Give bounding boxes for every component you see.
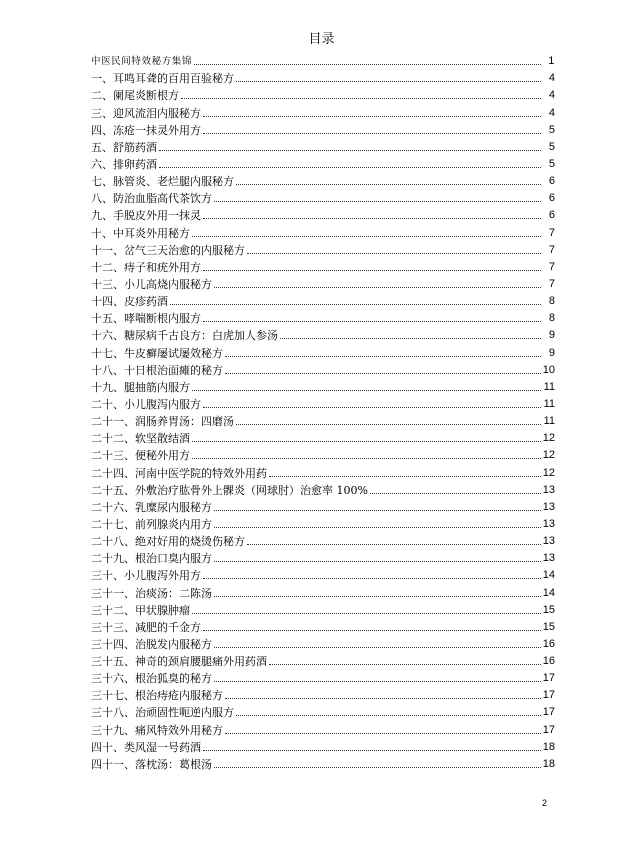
toc-entry-page: 7 bbox=[548, 260, 555, 273]
toc-entry[interactable] bbox=[91, 445, 555, 462]
toc-entry-label: 十八、十日根治面瘫的秘方 bbox=[91, 363, 223, 377]
toc-entry-page: 16 bbox=[542, 637, 555, 650]
page-title: 目录 bbox=[308, 32, 335, 47]
toc-entry-label: 二十、小儿腹泻内服方 bbox=[91, 397, 201, 411]
toc-dot-leader bbox=[192, 613, 541, 614]
toc-entry-page: 10 bbox=[542, 363, 555, 376]
toc-entry-page: 7 bbox=[548, 226, 555, 239]
toc-entry-label: 八、防治血脂高代茶饮方 bbox=[91, 192, 212, 206]
toc-entry-page: 8 bbox=[548, 312, 555, 325]
toc-entry-page: 11 bbox=[543, 415, 555, 428]
toc-entry[interactable] bbox=[91, 462, 555, 479]
toc-entry-page: 18 bbox=[542, 740, 555, 753]
toc-entry-label: 三十、小儿腹泻外用方 bbox=[91, 569, 201, 583]
toc-entry-label: 十、中耳炎外用秘方 bbox=[91, 226, 190, 240]
toc-entry-page: 17 bbox=[542, 706, 555, 719]
toc-entry[interactable] bbox=[91, 582, 555, 599]
toc-entry-label: 十三、小儿高烧内服秘方 bbox=[91, 277, 212, 291]
toc-entry-label: 三十二、甲状腺肿瘤 bbox=[91, 603, 190, 617]
table-of-contents bbox=[91, 51, 555, 771]
toc-entry[interactable] bbox=[91, 360, 555, 377]
toc-entry-page: 8 bbox=[548, 295, 555, 308]
toc-dot-leader bbox=[203, 630, 541, 631]
toc-entry[interactable] bbox=[91, 257, 555, 274]
toc-dot-leader bbox=[194, 64, 541, 65]
toc-entry[interactable] bbox=[91, 634, 555, 651]
toc-entry-label: 三十八、治顽固性呃逆内服方 bbox=[91, 706, 234, 720]
page-number: 2 bbox=[542, 798, 548, 808]
toc-entry-label: 一、耳鸣耳聋的百用百验秘方 bbox=[91, 72, 234, 86]
toc-dot-leader bbox=[203, 116, 541, 117]
toc-entry[interactable] bbox=[91, 68, 555, 85]
toc-entry-label: 二十四、河南中医学院的特效外用药 bbox=[91, 466, 267, 480]
toc-entry-page: 6 bbox=[548, 209, 555, 222]
toc-entry[interactable] bbox=[91, 188, 555, 205]
toc-entry-page: 4 bbox=[548, 72, 555, 85]
toc-entry[interactable] bbox=[91, 685, 555, 702]
toc-dot-leader bbox=[269, 476, 541, 477]
toc-entry[interactable] bbox=[91, 548, 555, 565]
toc-dot-leader bbox=[181, 98, 541, 99]
toc-entry[interactable] bbox=[91, 497, 555, 514]
toc-entry-label: 九、手脱皮外用一抹灵 bbox=[91, 209, 201, 223]
toc-dot-leader bbox=[203, 321, 541, 322]
toc-entry-label: 五、舒筋药酒 bbox=[91, 140, 157, 154]
toc-entry-page: 12 bbox=[542, 449, 555, 462]
toc-entry-label: 十五、哮喘断根内服方 bbox=[91, 312, 201, 326]
toc-entry[interactable] bbox=[91, 651, 555, 668]
toc-entry-page: 1 bbox=[548, 55, 555, 68]
toc-entry[interactable] bbox=[91, 102, 555, 119]
toc-entry-label: 四十一、落枕汤：葛根汤 bbox=[91, 757, 212, 771]
toc-entry[interactable] bbox=[91, 565, 555, 582]
toc-dot-leader bbox=[269, 664, 541, 665]
toc-entry-page: 15 bbox=[542, 603, 555, 616]
toc-dot-leader bbox=[225, 373, 541, 374]
toc-entry-page: 4 bbox=[548, 106, 555, 119]
toc-entry[interactable] bbox=[91, 325, 555, 342]
toc-dot-leader bbox=[236, 424, 541, 425]
toc-entry[interactable] bbox=[91, 702, 555, 719]
toc-dot-leader bbox=[192, 458, 541, 459]
toc-entry[interactable] bbox=[91, 377, 555, 394]
toc-entry-page: 5 bbox=[548, 140, 555, 153]
toc-entry-label: 三十七、根治痔疮内服秘方 bbox=[91, 689, 223, 703]
toc-entry-page: 6 bbox=[548, 192, 555, 205]
toc-entry-label: 二十二、软坚散结酒 bbox=[91, 432, 190, 446]
toc-entry-page: 15 bbox=[542, 620, 555, 633]
toc-dot-leader bbox=[247, 544, 541, 545]
toc-dot-leader bbox=[203, 218, 541, 219]
toc-entry-label: 三十四、治脱发内服秘方 bbox=[91, 637, 212, 651]
toc-entry-label: 十九、腿抽筋内服方 bbox=[91, 380, 190, 394]
toc-entry-page: 13 bbox=[542, 483, 555, 496]
toc-entry-page: 13 bbox=[542, 500, 555, 513]
toc-dot-leader bbox=[214, 287, 541, 288]
toc-entry[interactable] bbox=[91, 480, 555, 497]
toc-entry[interactable] bbox=[91, 137, 555, 154]
toc-entry-label: 三十五、神奇的颈肩腰腿痛外用药酒 bbox=[91, 655, 267, 669]
toc-entry[interactable] bbox=[91, 171, 555, 188]
toc-dot-leader bbox=[203, 270, 541, 271]
toc-entry-page: 13 bbox=[542, 552, 555, 565]
toc-entry-label: 十四、皮疹药酒 bbox=[91, 295, 168, 309]
toc-dot-leader bbox=[225, 698, 541, 699]
toc-dot-leader bbox=[280, 338, 541, 339]
toc-dot-leader bbox=[214, 201, 541, 202]
toc-dot-leader bbox=[192, 441, 541, 442]
toc-entry-label: 二十六、乳糜尿内服秘方 bbox=[91, 500, 212, 514]
toc-entry[interactable] bbox=[91, 719, 555, 736]
toc-entry-page: 18 bbox=[542, 757, 555, 770]
toc-dot-leader bbox=[203, 133, 541, 134]
toc-entry-label: 二十八、绝对好用的烧烫伤秘方 bbox=[91, 535, 245, 549]
toc-dot-leader bbox=[159, 150, 541, 151]
toc-entry[interactable] bbox=[91, 205, 555, 222]
toc-entry-label: 四、冻疮一抹灵外用方 bbox=[91, 123, 201, 137]
toc-entry-label: 二十一、润肠养胃汤：四磨汤 bbox=[91, 415, 234, 429]
toc-entry-label: 七、脉管炎、老烂腿内服秘方 bbox=[91, 175, 234, 189]
toc-entry[interactable] bbox=[91, 291, 555, 308]
toc-entry[interactable] bbox=[91, 51, 555, 68]
toc-entry[interactable] bbox=[91, 308, 555, 325]
toc-entry-page: 7 bbox=[548, 243, 555, 256]
toc-entry-label: 十一、岔气三天治愈的内服秘方 bbox=[91, 243, 245, 257]
toc-entry-label: 六、排卵药酒 bbox=[91, 157, 157, 171]
toc-entry-page: 16 bbox=[542, 655, 555, 668]
toc-entry-page: 17 bbox=[542, 723, 555, 736]
toc-dot-leader bbox=[214, 527, 541, 528]
toc-entry[interactable] bbox=[91, 600, 555, 617]
toc-entry-page: 17 bbox=[542, 689, 555, 702]
toc-dot-leader bbox=[214, 596, 541, 597]
toc-entry-label: 三、迎风流泪内服秘方 bbox=[91, 106, 201, 120]
toc-entry-label: 十二、痔子和疣外用方 bbox=[91, 260, 201, 274]
toc-entry[interactable] bbox=[91, 85, 555, 102]
toc-entry-label: 二十九、根治口臭内服方 bbox=[91, 552, 212, 566]
toc-entry-page: 11 bbox=[543, 380, 555, 393]
toc-dot-leader bbox=[214, 561, 541, 562]
toc-entry-page: 5 bbox=[548, 157, 555, 170]
toc-entry-label: 二、阑尾炎断根方 bbox=[91, 89, 179, 103]
toc-dot-leader bbox=[214, 510, 541, 511]
toc-dot-leader bbox=[236, 184, 541, 185]
toc-entry-page: 9 bbox=[548, 346, 555, 359]
toc-entry[interactable] bbox=[91, 737, 555, 754]
toc-dot-leader bbox=[203, 578, 541, 579]
toc-dot-leader bbox=[203, 407, 541, 408]
toc-entry[interactable] bbox=[91, 274, 555, 291]
toc-entry-label: 二十七、前列腺炎内用方 bbox=[91, 517, 212, 531]
toc-entry-label: 三十三、减肥的千金方 bbox=[91, 620, 201, 634]
toc-dot-leader bbox=[214, 767, 541, 768]
toc-entry-page: 9 bbox=[548, 329, 555, 342]
toc-entry-page: 6 bbox=[548, 175, 555, 188]
toc-dot-leader bbox=[225, 733, 541, 734]
toc-entry-label: 中医民间特效秘方集锦 bbox=[91, 56, 193, 68]
toc-entry[interactable] bbox=[91, 394, 555, 411]
toc-entry-label: 十七、牛皮癣屡试屡效秘方 bbox=[91, 346, 223, 360]
toc-entry[interactable] bbox=[91, 531, 555, 548]
toc-dot-leader bbox=[203, 750, 541, 751]
toc-entry-page: 11 bbox=[543, 397, 555, 410]
toc-dot-leader bbox=[236, 715, 541, 716]
toc-entry[interactable] bbox=[91, 514, 555, 531]
toc-entry[interactable] bbox=[91, 411, 555, 428]
toc-dot-leader bbox=[192, 390, 541, 391]
toc-entry[interactable] bbox=[91, 240, 555, 257]
toc-entry[interactable] bbox=[91, 668, 555, 685]
toc-entry-label: 三十一、治痰汤：二陈汤 bbox=[91, 586, 212, 600]
toc-dot-leader bbox=[192, 236, 541, 237]
toc-dot-leader bbox=[370, 493, 541, 494]
toc-entry-page: 5 bbox=[548, 123, 555, 136]
toc-dot-leader bbox=[159, 167, 541, 168]
toc-dot-leader bbox=[214, 647, 541, 648]
toc-entry-label: 十六、糖尿病千古良方：白虎加人参汤 bbox=[91, 329, 278, 343]
toc-entry[interactable] bbox=[91, 428, 555, 445]
toc-entry[interactable] bbox=[91, 617, 555, 634]
toc-entry-page: 13 bbox=[542, 517, 555, 530]
toc-entry-page: 13 bbox=[542, 535, 555, 548]
toc-entry-page: 12 bbox=[542, 432, 555, 445]
toc-entry-page: 7 bbox=[548, 277, 555, 290]
toc-entry-page: 14 bbox=[542, 586, 555, 599]
toc-entry-label: 二十三、便秘外用方 bbox=[91, 449, 190, 463]
toc-entry-page: 12 bbox=[542, 466, 555, 479]
toc-dot-leader bbox=[247, 253, 541, 254]
toc-entry[interactable] bbox=[91, 222, 555, 239]
toc-dot-leader bbox=[225, 356, 541, 357]
toc-entry[interactable] bbox=[91, 120, 555, 137]
toc-entry-page: 4 bbox=[548, 89, 555, 102]
toc-entry-page: 14 bbox=[542, 569, 555, 582]
toc-entry-label: 三十六、根治狐臭的秘方 bbox=[91, 672, 212, 686]
toc-entry-label: 二十五、外敷治疗肱骨外上髁炎（网球肘）治愈率 100% bbox=[91, 483, 368, 497]
toc-entry[interactable] bbox=[91, 342, 555, 359]
toc-entry-label: 四十、类风湿一号药酒 bbox=[91, 740, 201, 754]
toc-entry[interactable] bbox=[91, 154, 555, 171]
toc-dot-leader bbox=[236, 81, 541, 82]
toc-entry-label: 三十九、痛风特效外用秘方 bbox=[91, 723, 223, 737]
toc-entry[interactable] bbox=[91, 754, 555, 771]
toc-dot-leader bbox=[214, 681, 541, 682]
toc-dot-leader bbox=[170, 304, 541, 305]
toc-entry-page: 17 bbox=[542, 672, 555, 685]
